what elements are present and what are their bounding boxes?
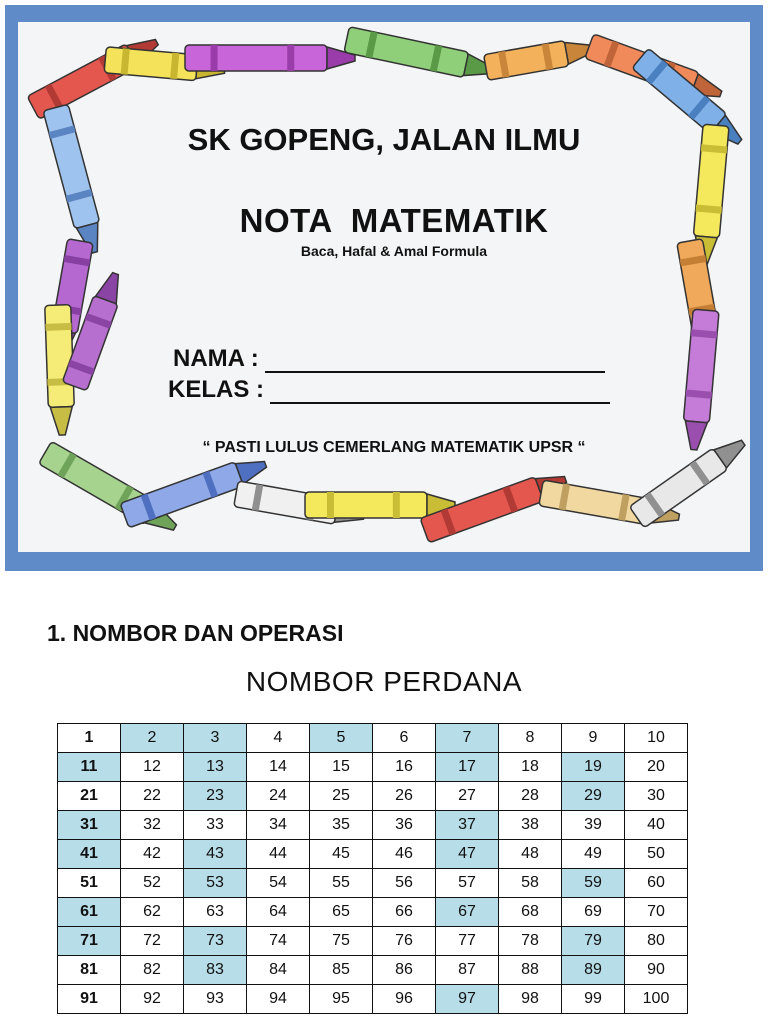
table-row xyxy=(58,811,688,840)
motto: “ PASTI LULUS CEMERLANG MATEMATIK UPSR “ xyxy=(202,439,586,456)
number-cell: 42 xyxy=(121,840,184,869)
prime-number-cell: 17 xyxy=(436,753,499,782)
table-row xyxy=(58,898,688,927)
number-cell: 94 xyxy=(247,985,310,1014)
prime-number-cell: 71 xyxy=(58,927,121,956)
number-cell: 75 xyxy=(310,927,373,956)
class-blank-line xyxy=(270,380,610,404)
prime-number-cell: 11 xyxy=(58,753,121,782)
number-cell: 39 xyxy=(562,811,625,840)
prime-number-cell: 29 xyxy=(562,782,625,811)
table-row xyxy=(58,840,688,869)
document-subtitle: Baca, Hafal & Amal Formula xyxy=(300,243,488,259)
number-cell: 56 xyxy=(373,869,436,898)
number-cell: 81 xyxy=(58,956,121,985)
number-cell: 20 xyxy=(625,753,688,782)
prime-number-cell: 53 xyxy=(184,869,247,898)
number-cell: 72 xyxy=(121,927,184,956)
number-cell: 15 xyxy=(310,753,373,782)
prime-number-cell: 73 xyxy=(184,927,247,956)
number-cell: 48 xyxy=(499,840,562,869)
prime-number-table xyxy=(57,723,688,1014)
number-cell: 33 xyxy=(184,811,247,840)
number-cell: 57 xyxy=(436,869,499,898)
number-cell: 36 xyxy=(373,811,436,840)
number-cell: 16 xyxy=(373,753,436,782)
number-cell: 63 xyxy=(184,898,247,927)
number-cell: 38 xyxy=(499,811,562,840)
number-cell: 95 xyxy=(310,985,373,1014)
number-cell: 86 xyxy=(373,956,436,985)
number-cell: 26 xyxy=(373,782,436,811)
number-cell: 80 xyxy=(625,927,688,956)
number-cell: 51 xyxy=(58,869,121,898)
number-cell: 6 xyxy=(373,724,436,753)
name-blank-line xyxy=(265,349,605,373)
number-cell: 74 xyxy=(247,927,310,956)
table-row xyxy=(58,956,688,985)
prime-number-cell: 2 xyxy=(121,724,184,753)
number-cell: 65 xyxy=(310,898,373,927)
number-cell: 32 xyxy=(121,811,184,840)
prime-number-cell: 41 xyxy=(58,840,121,869)
table-row xyxy=(58,985,688,1014)
number-cell: 4 xyxy=(247,724,310,753)
number-cell: 40 xyxy=(625,811,688,840)
prime-number-cell: 47 xyxy=(436,840,499,869)
prime-number-cell: 67 xyxy=(436,898,499,927)
number-cell: 50 xyxy=(625,840,688,869)
table-row xyxy=(58,782,688,811)
number-cell: 84 xyxy=(247,956,310,985)
number-cell: 18 xyxy=(499,753,562,782)
prime-number-cell: 31 xyxy=(58,811,121,840)
number-cell: 24 xyxy=(247,782,310,811)
number-cell: 87 xyxy=(436,956,499,985)
number-cell: 55 xyxy=(310,869,373,898)
number-cell: 10 xyxy=(625,724,688,753)
number-cell: 49 xyxy=(562,840,625,869)
number-cell: 60 xyxy=(625,869,688,898)
number-cell: 22 xyxy=(121,782,184,811)
number-cell: 88 xyxy=(499,956,562,985)
number-cell: 62 xyxy=(121,898,184,927)
number-cell: 69 xyxy=(562,898,625,927)
crayon-4 xyxy=(344,27,496,84)
prime-number-cell: 23 xyxy=(184,782,247,811)
number-cell: 93 xyxy=(184,985,247,1014)
number-cell: 70 xyxy=(625,898,688,927)
number-cell: 68 xyxy=(499,898,562,927)
number-cell: 25 xyxy=(310,782,373,811)
number-cell: 1 xyxy=(58,724,121,753)
number-cell: 44 xyxy=(247,840,310,869)
prime-number-cell: 19 xyxy=(562,753,625,782)
table-heading: NOMBOR PERDANA xyxy=(245,666,523,697)
number-cell: 91 xyxy=(58,985,121,1014)
prime-number-cell: 83 xyxy=(184,956,247,985)
prime-number-cell: 79 xyxy=(562,927,625,956)
number-cell: 34 xyxy=(247,811,310,840)
number-cell: 76 xyxy=(373,927,436,956)
number-cell: 82 xyxy=(121,956,184,985)
prime-number-cell: 59 xyxy=(562,869,625,898)
number-cell: 92 xyxy=(121,985,184,1014)
class-label: KELAS : xyxy=(168,376,264,403)
school-name: SK GOPENG, JALAN ILMU xyxy=(187,122,581,157)
number-cell: 52 xyxy=(121,869,184,898)
name-field xyxy=(173,345,605,373)
prime-number-cell: 37 xyxy=(436,811,499,840)
number-cell: 66 xyxy=(373,898,436,927)
number-cell: 9 xyxy=(562,724,625,753)
number-cell: 100 xyxy=(625,985,688,1014)
table-row xyxy=(58,753,688,782)
prime-number-cell: 89 xyxy=(562,956,625,985)
prime-number-cell: 7 xyxy=(436,724,499,753)
number-cell: 98 xyxy=(499,985,562,1014)
number-cell: 27 xyxy=(436,782,499,811)
number-cell: 90 xyxy=(625,956,688,985)
section-heading: 1. NOMBOR DAN OPERASI xyxy=(47,620,344,646)
number-cell: 78 xyxy=(499,927,562,956)
number-cell: 12 xyxy=(121,753,184,782)
prime-number-cell: 5 xyxy=(310,724,373,753)
number-cell: 14 xyxy=(247,753,310,782)
number-cell: 46 xyxy=(373,840,436,869)
class-field xyxy=(168,376,610,404)
document-title: NOTA MATEMATIK xyxy=(239,202,549,239)
number-cell: 35 xyxy=(310,811,373,840)
crayon-3 xyxy=(185,45,355,71)
number-cell: 28 xyxy=(499,782,562,811)
number-cell: 96 xyxy=(373,985,436,1014)
prime-number-cell: 43 xyxy=(184,840,247,869)
table-row xyxy=(58,869,688,898)
number-cell: 77 xyxy=(436,927,499,956)
number-cell: 85 xyxy=(310,956,373,985)
crayon-14 xyxy=(681,309,719,451)
number-cell: 8 xyxy=(499,724,562,753)
table-row xyxy=(58,927,688,956)
prime-number-cell: 97 xyxy=(436,985,499,1014)
number-cell: 45 xyxy=(310,840,373,869)
number-cell: 54 xyxy=(247,869,310,898)
prime-number-cell: 13 xyxy=(184,753,247,782)
prime-number-cell: 3 xyxy=(184,724,247,753)
number-cell: 64 xyxy=(247,898,310,927)
number-cell: 21 xyxy=(58,782,121,811)
table-row xyxy=(58,724,688,753)
name-label: NAMA : xyxy=(173,345,259,372)
prime-number-cell: 61 xyxy=(58,898,121,927)
number-cell: 58 xyxy=(499,869,562,898)
number-cell: 30 xyxy=(625,782,688,811)
crayon-5 xyxy=(484,36,597,81)
number-cell: 99 xyxy=(562,985,625,1014)
